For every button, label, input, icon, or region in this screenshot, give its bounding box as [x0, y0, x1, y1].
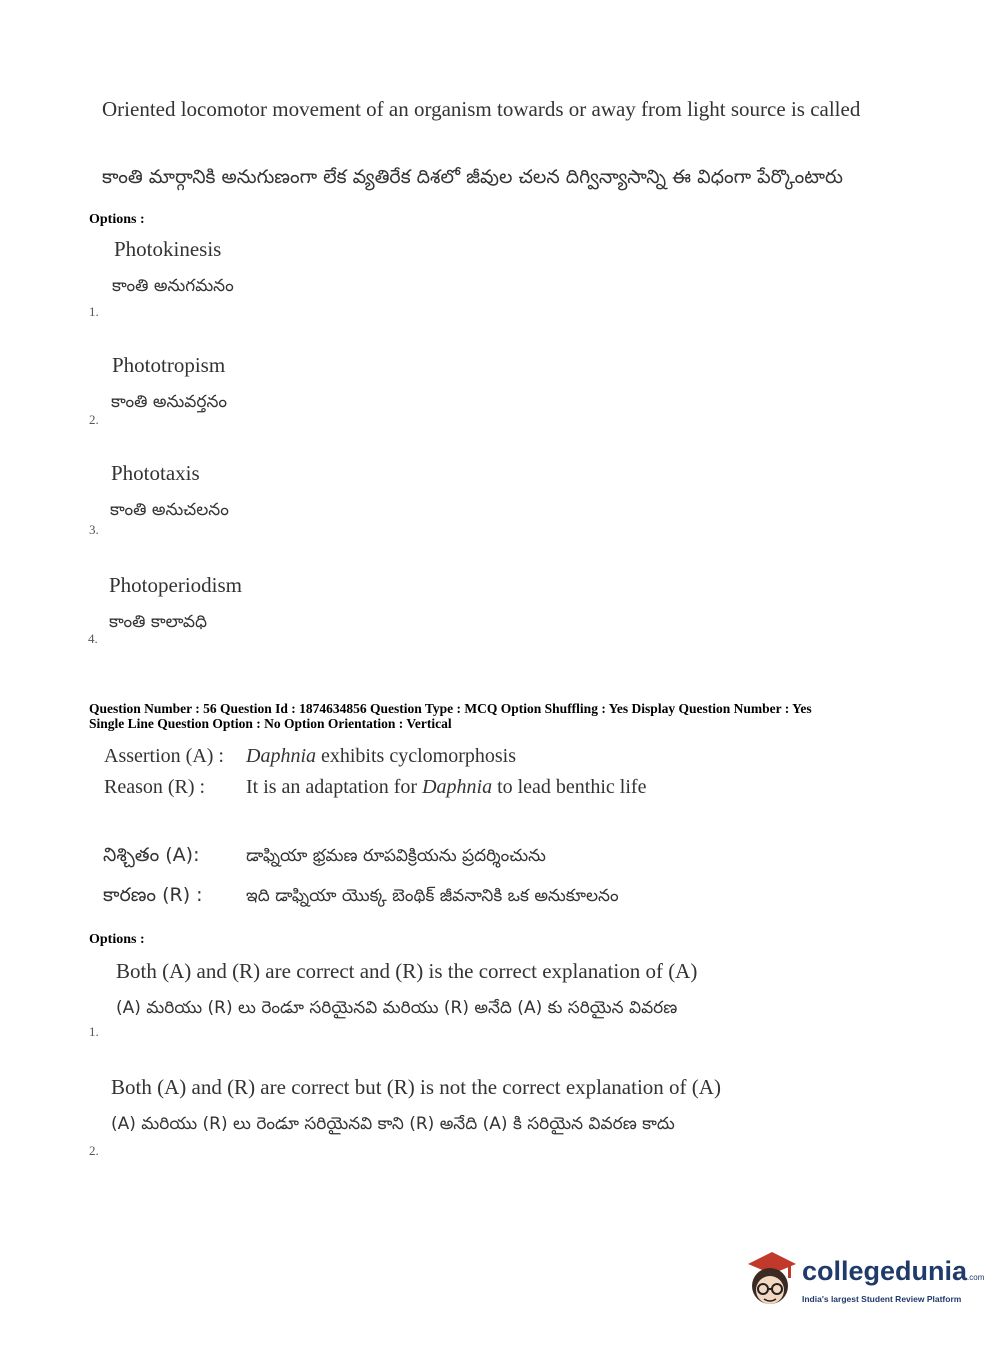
reason-text: It is an adaptation for Daphnia to lead benthic life	[246, 776, 647, 798]
option-number: 3.	[89, 522, 99, 537]
question-meta-line-1: Question Number : 56 Question Id : 1874634856 Question Type : MCQ Option Shuffling : Yes Display Question Number : Yes	[89, 701, 812, 716]
reason-text-te: ఇది డాఫ్నియా యొక్క బెంథిక్ జీవనానికి ఒక అనుకూలనం	[246, 886, 619, 906]
assertion-label-te: నిశ్చితం (A):	[103, 844, 200, 866]
option-text-en: Both (A) and (R) are correct but (R) is not the correct explanation of (A)	[111, 1075, 721, 1099]
collegedunia-logo	[742, 1250, 985, 1316]
reason-italic: Daphnia	[422, 776, 493, 798]
option-number: 2.	[89, 412, 99, 427]
reason-label: Reason (R) :	[104, 776, 206, 798]
options-label: Options :	[89, 932, 145, 947]
mascot-logo-icon	[742, 1250, 800, 1312]
option-number: 1.	[89, 304, 99, 319]
assertion-text: Daphnia exhibits cyclomorphosis	[246, 745, 516, 767]
option-text-en: Both (A) and (R) are correct and (R) is the correct explanation of (A)	[116, 959, 698, 983]
question-text-en: Oriented locomotor movement of an organism towards or away from light source is called	[102, 97, 861, 121]
reason-label-te: కారణం (R) :	[103, 884, 203, 906]
option-text-en: Phototaxis	[111, 461, 200, 485]
assertion-text-te: డాఫ్నియా భ్రమణ రూపవిక్రియను ప్రదర్శించును	[246, 846, 546, 866]
option-number: 4.	[88, 631, 98, 646]
option-text-te: కాంతి అనుగమనం	[112, 276, 234, 296]
question-meta-line-2: Single Line Question Option : No Option Orientation : Vertical	[89, 716, 452, 731]
option-text-te: (A) మరియు (R) లు రెండూ సరియైనవి కాని (R) అనేది (A) కి సరియైన వివరణ కాదు	[111, 1114, 675, 1134]
option-text-en: Phototropism	[112, 353, 226, 377]
option-text-te: కాంతి కాలావధి	[109, 612, 207, 632]
option-text-en: Photoperiodism	[109, 573, 243, 597]
logo-tagline: India's largest Student Review Platform	[802, 1294, 962, 1304]
option-number: 2.	[89, 1143, 99, 1158]
option-text-te: కాంతి అనువర్తనం	[111, 392, 228, 412]
option-text-te: (A) మరియు (R) లు రెండూ సరియైనవి మరియు (R) అనేది (A) కు సరియైన వివరణ	[116, 998, 678, 1018]
options-label: Options :	[89, 212, 145, 227]
question-text-te: కాంతి మార్గానికి అనుగుణంగా లేక వ్యతిరేక దిశలో జీవుల చలన దిగ్విన్యాసాన్ని ఈ విధంగా పేర్కొంటారు	[102, 166, 843, 188]
assertion-italic: Daphnia	[246, 745, 316, 767]
option-text-te: కాంతి అనుచలనం	[110, 500, 229, 520]
logo-wordmark: collegedunia.com	[802, 1256, 985, 1286]
assertion-label: Assertion (A) :	[104, 745, 224, 767]
option-number: 1.	[89, 1024, 99, 1039]
option-text-en: Photokinesis	[114, 237, 222, 261]
